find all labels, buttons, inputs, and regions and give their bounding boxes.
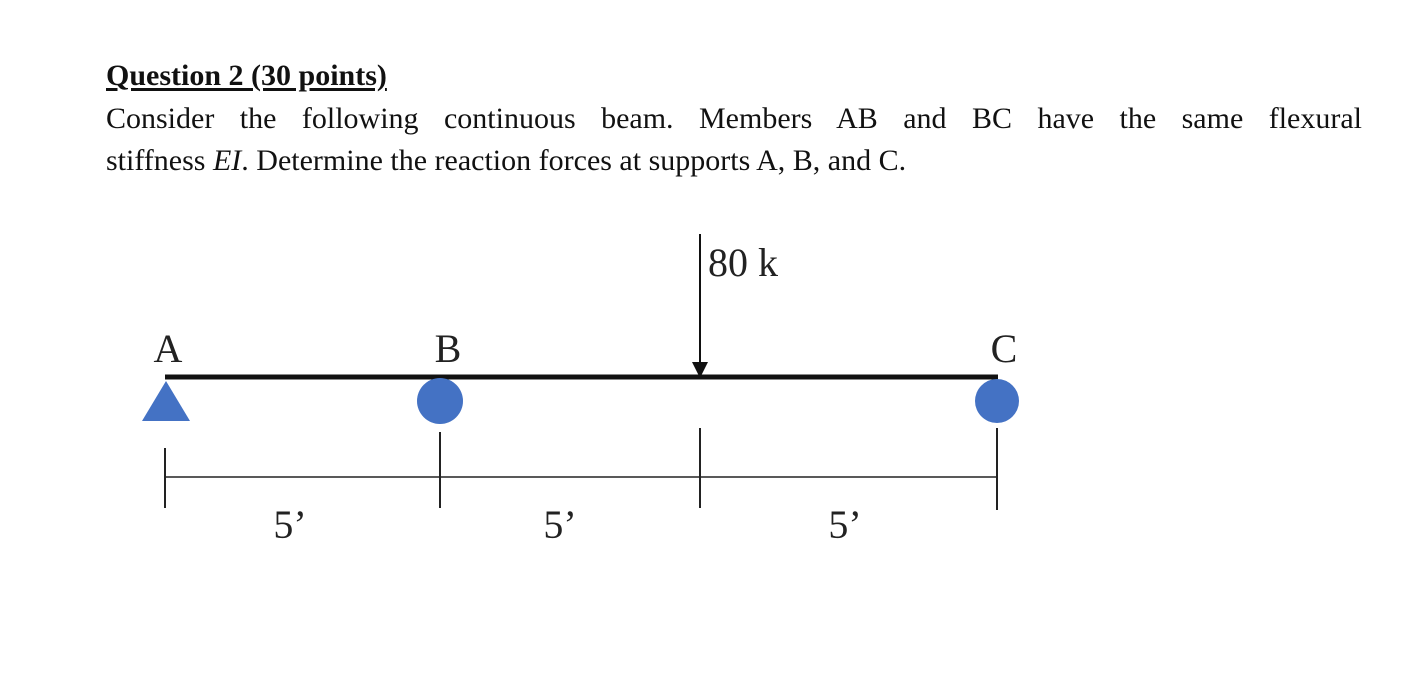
question-line-1: Consider the following continuous beam. Members AB and BC have the same flexural [106,102,1362,135]
support-label-b: B [434,326,462,371]
load-label: 80 k [708,240,778,285]
roller-support-c [975,379,1019,423]
question-line-2-start: stiffness [106,144,213,177]
roller-support-b [417,378,463,424]
flexural-stiffness-symbol: EI [212,144,242,177]
span-label-load-c: 5’ [828,502,862,547]
pin-support-a [142,381,190,421]
span-label-ab: 5’ [273,502,307,547]
question-title: Question 2 (30 points) [106,59,387,92]
span-label-b-load: 5’ [543,502,577,547]
support-label-c: C [990,326,1018,371]
question-line-2-end: . Determine the reaction forces at supports A, B, and C. [241,144,907,177]
support-label-a: A [153,326,183,371]
